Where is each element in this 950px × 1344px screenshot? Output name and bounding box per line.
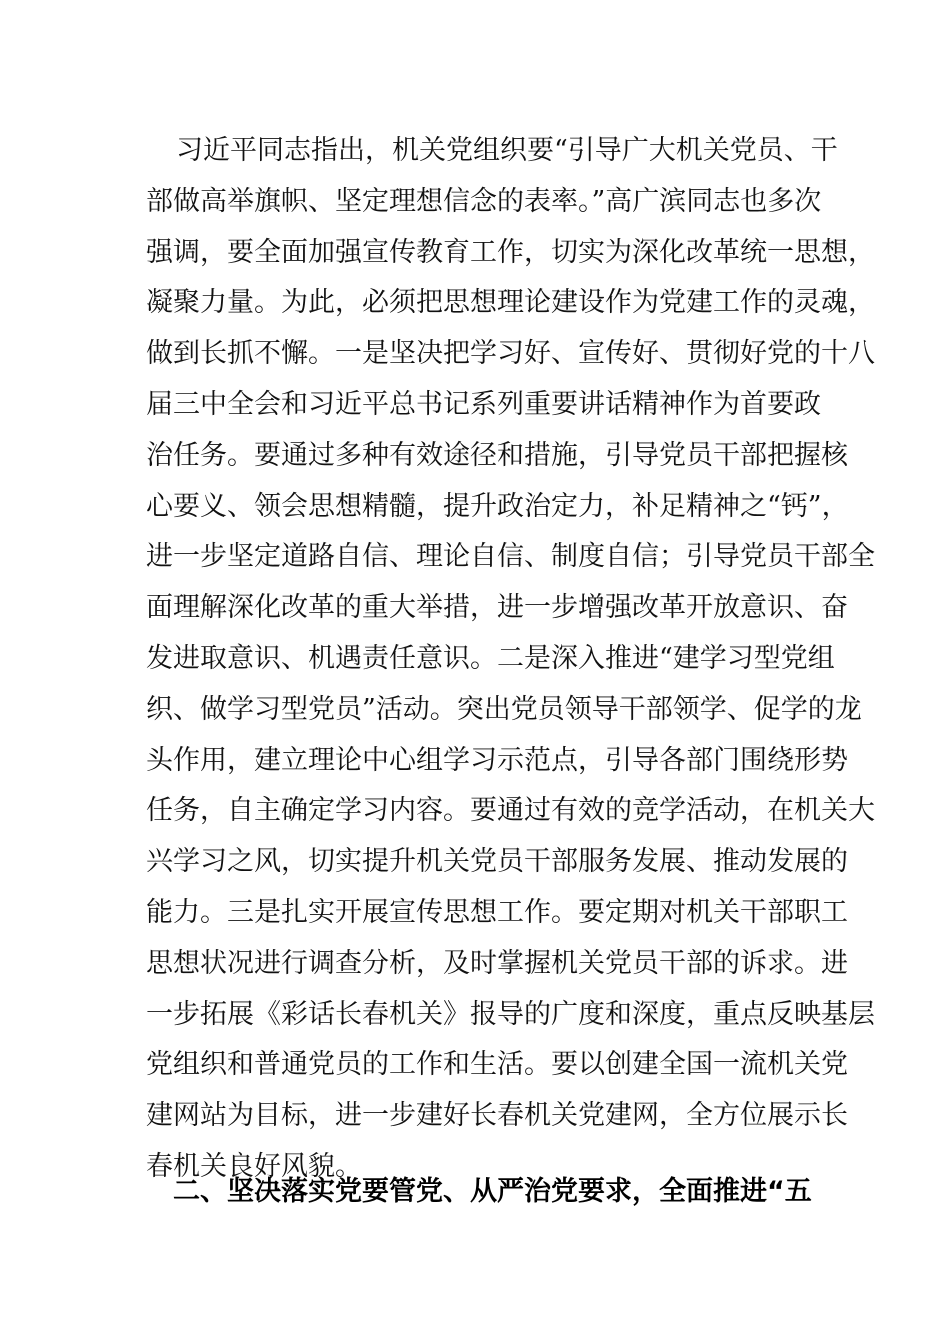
- paragraph-line: 思想状况进行调查分析，及时掌握机关党员干部的诉求。进: [146, 947, 848, 979]
- paragraph-line: 兴学习之风，切实提升机关党员干部服务发展、推动发展的: [146, 846, 848, 878]
- paragraph-line: 面理解深化改革的重大举措，进一步增强改革开放意识、奋: [146, 592, 848, 624]
- paragraph-line: 织、做学习型党员”活动。突出党员领导干部领学、促学的龙: [146, 693, 862, 725]
- paragraph-line: 发进取意识、机遇责任意识。二是深入推进“建学习型党组: [146, 642, 835, 674]
- paragraph-line: 春机关良好风貌。: [146, 1150, 362, 1182]
- section-heading: 二、坚决落实党要管党、从严治党要求，全面推进“五: [173, 1176, 812, 1207]
- paragraph-line: 治任务。要通过多种有效途径和措施，引导党员干部把握核: [146, 439, 848, 471]
- paragraph-line: 凝聚力量。为此，必须把思想理论建设作为党建工作的灵魂，: [146, 287, 875, 319]
- paragraph-line: 强调，要全面加强宣传教育工作，切实为深化改革统一思想，: [146, 236, 875, 268]
- body-paragraph: [146, 126, 875, 1193]
- paragraph-line: 进一步坚定道路自信、理论自信、制度自信；引导党员干部全: [146, 541, 875, 573]
- paragraph-line: 习近平同志指出，机关党组织要“引导广大机关党员、干: [176, 135, 838, 166]
- paragraph-line: 头作用，建立理论中心组学习示范点，引导各部门围绕形势: [146, 744, 848, 776]
- paragraph-line: 届三中全会和习近平总书记系列重要讲话精神作为首要政: [146, 388, 821, 420]
- paragraph-line: 一步拓展《彩话长春机关》报导的广度和深度，重点反映基层: [146, 998, 875, 1030]
- paragraph-line: 任务，自主确定学习内容。要通过有效的竞学活动，在机关大: [146, 795, 875, 827]
- paragraph-line: 建网站为目标，进一步建好长春机关党建网，全方位展示长: [146, 1100, 848, 1132]
- paragraph-line: 党组织和普通党员的工作和生活。要以创建全国一流机关党: [146, 1049, 848, 1081]
- paragraph-line: 心要义、领会思想精髓，提升政治定力，补足精神之“钙”，: [146, 490, 849, 522]
- paragraph-line: 能力。三是扎实开展宣传思想工作。要定期对机关干部职工: [146, 896, 848, 928]
- paragraph-line: 部做高举旗帜、坚定理想信念的表率。”高广滨同志也多次: [146, 185, 822, 217]
- paragraph-line: 做到长抓不懈。一是坚决把学习好、宣传好、贯彻好党的十八: [146, 338, 875, 370]
